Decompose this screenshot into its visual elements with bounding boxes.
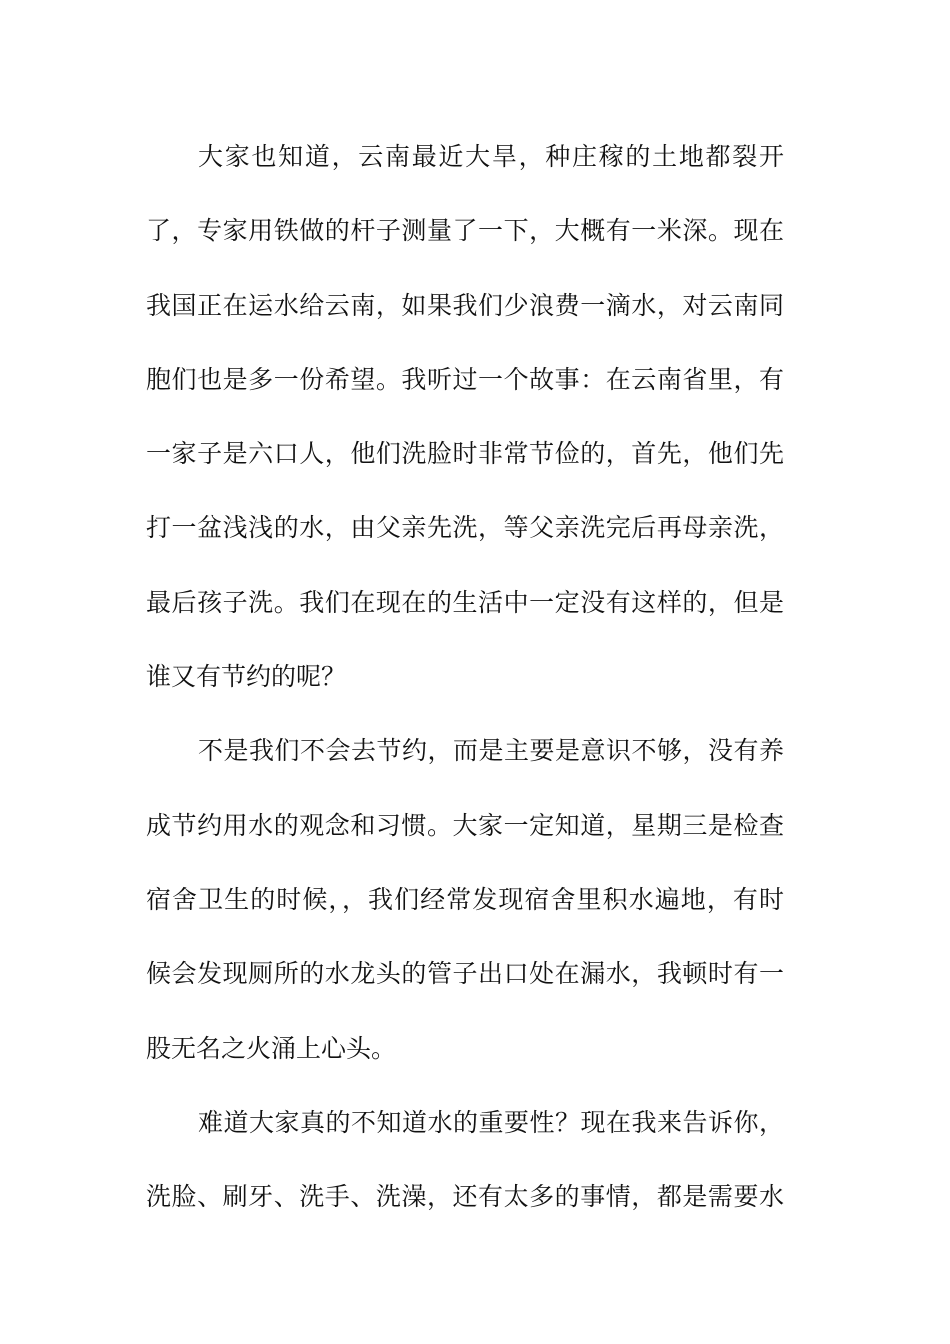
text-line: 宿舍卫生的时候，，我们经常发现宿舍里积水遍地，有时 [146,884,784,914]
body-text [146,120,784,1234]
text-line: 难道大家真的不知道水的重要性？现在我来告诉你， [198,1107,784,1137]
text-line: 一家子是六口人，他们洗脸时非常节俭的，首先，他们先 [146,439,784,469]
paragraph-3 [146,1086,784,1235]
text-line: 最后孩子洗。我们在现在的生活中一定没有这样的，但是 [146,587,784,617]
paragraph-1 [146,120,784,714]
text-line: 我国正在运水给云南，如果我们少浪费一滴水，对云南同 [146,290,784,320]
text-line: 大家也知道，云南最近大旱，种庄稼的土地都裂开 [198,142,784,171]
text-line: 股无名之火涌上心头。 [146,1033,397,1063]
text-line: 胞们也是多一份希望。我听过一个故事：在云南省里，有 [146,364,784,394]
text-line: 成节约用水的观念和习惯。大家一定知道，星期三是检查 [146,810,784,840]
text-line: 打一盆浅浅的水，由父亲先洗，等父亲洗完后再母亲洗， [146,513,784,543]
paragraph-2 [146,714,784,1085]
text-line: 不是我们不会去节约，而是主要是意识不够，没有养 [198,736,784,766]
text-line: 了，专家用铁做的杆子测量了一下，大概有一米深。现在 [146,216,784,246]
text-line: 候会发现厕所的水龙头的管子出口处在漏水，我顿时有一 [146,959,784,989]
text-line: 洗脸、刷牙、洗手、洗澡，还有太多的事情，都是需要水 [146,1182,784,1212]
text-line: 谁又有节约的呢？ [146,662,347,692]
